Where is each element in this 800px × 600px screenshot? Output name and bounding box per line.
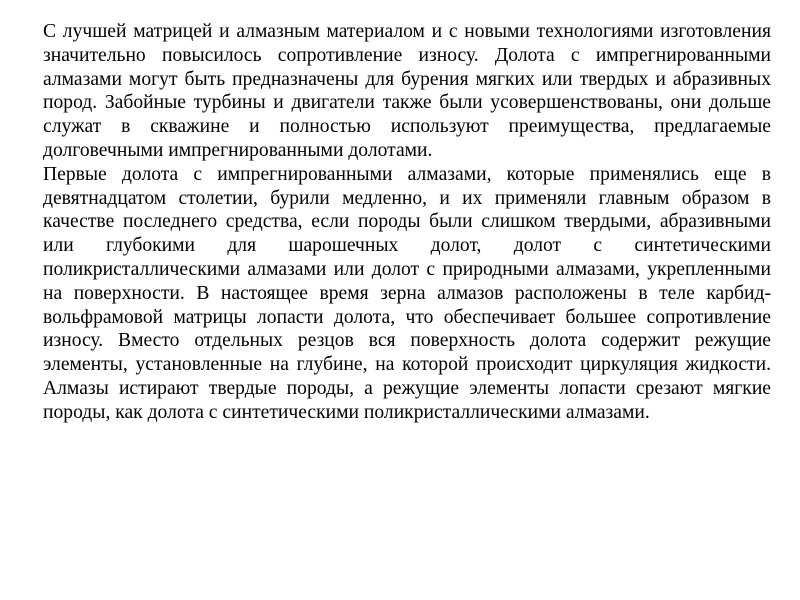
- paragraph-1: С лучшей матрицей и алмазным материалом и с новыми технологиями изготовления значительно повысилось сопротивление износу. Долота с импрегнированными алмазами могут быть предназначены для бурения мягких или твердых и абразивных пород. Забойные турбины и двигатели также были усовершенствованы, они дольше служат в скважине и полностью используют преимущества, предлагаемые долговечными импрегнированными долотами.: [43, 21, 771, 161]
- paragraph-2: Первые долота с импрегнированными алмазами, которые применялись еще в девятнадцатом столетии, бурили медленно, и их применяли главным образом в качестве последнего средства, если породы были слишком твердыми, абразивными или глубокими для шарошечных долот, долот с синтетическими поликристаллическими алмазами или долот с природными алмазами, укрепленными на поверхности. В настоящее время зерна алмазов расположены в теле карбид-вольфрамовой матрицы лопасти долота, что обеспечивает большее сопротивление износу. Вместо отдельных резцов вся поверхность долота содержит режущие элементы, установленные на глубине, на которой происходит циркуляция жидкости. Алмазы истирают твердые породы, а режущие элементы лопасти срезают мягкие породы, как долота с синтетическими поликристаллическими алмазами.: [43, 163, 771, 423]
- body-text: [43, 20, 771, 425]
